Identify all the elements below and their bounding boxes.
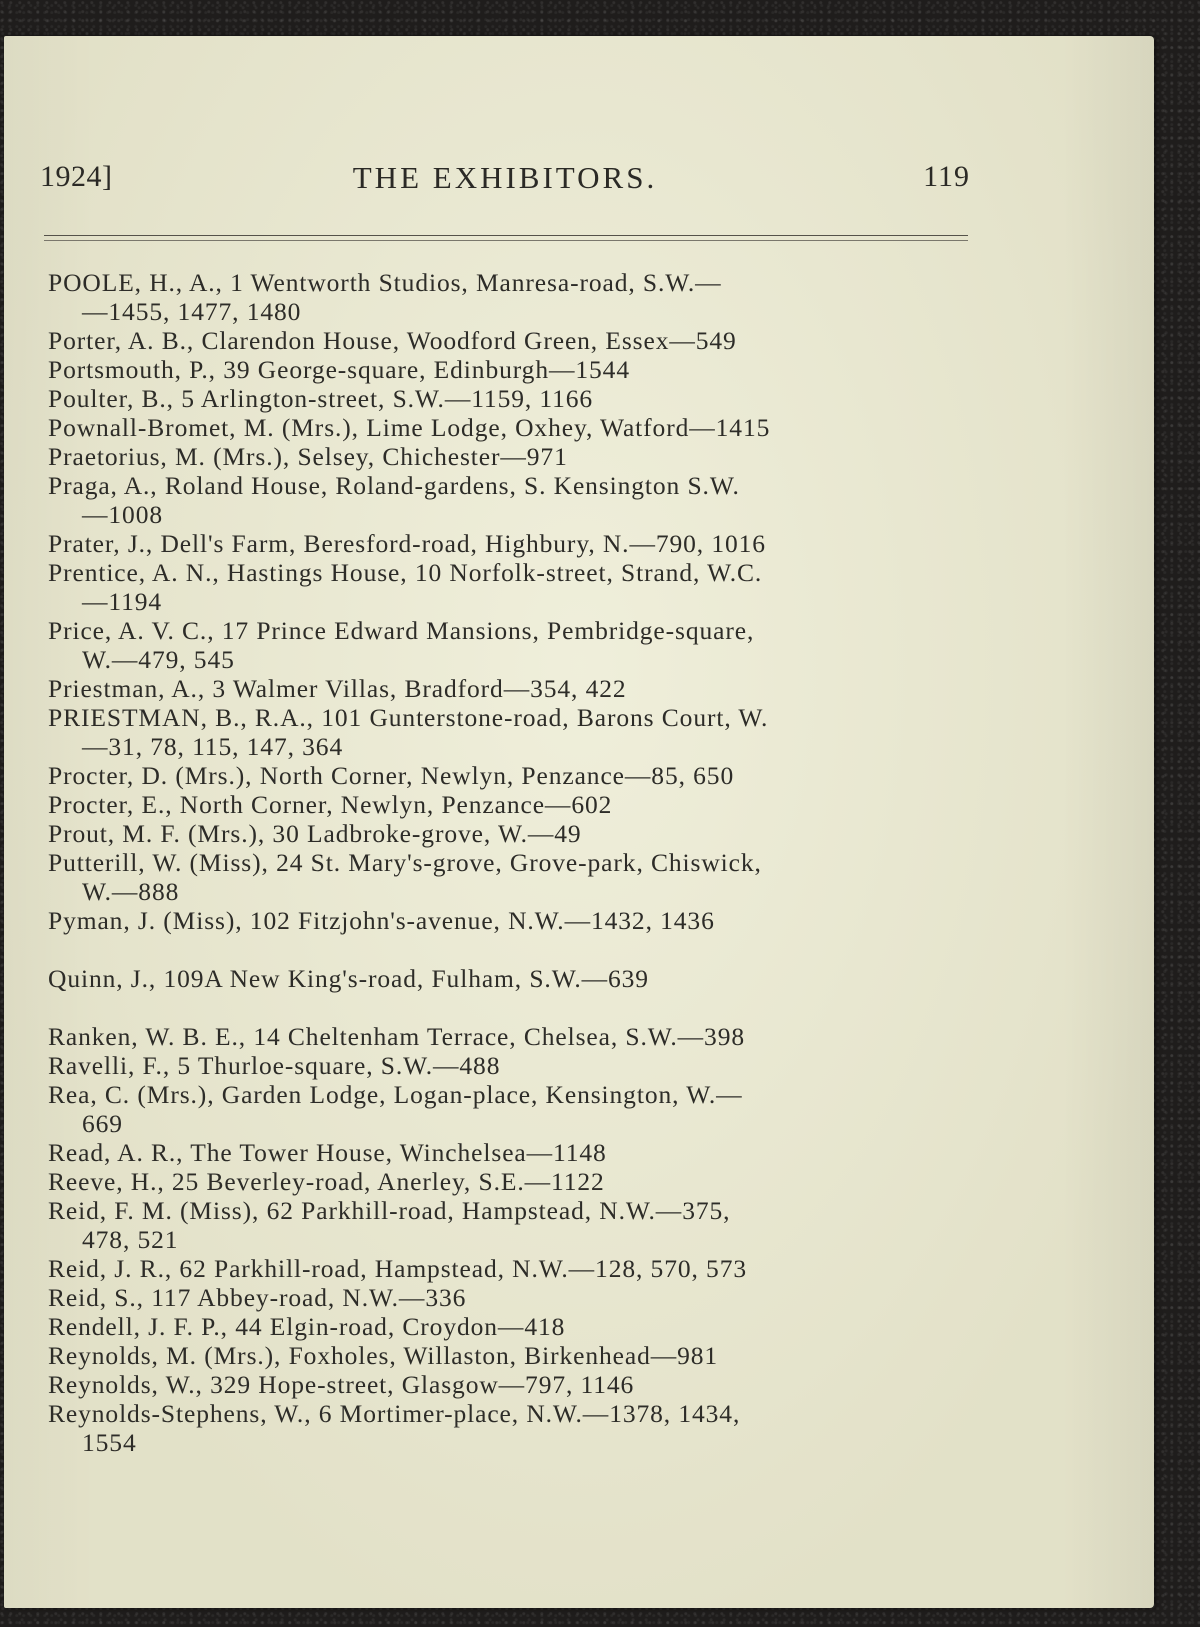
entry-line: Praetorius, M. (Mrs.), Selsey, Chichester—971 (48, 442, 568, 471)
exhibitor-entry (48, 848, 978, 906)
exhibitor-entry (48, 442, 978, 471)
exhibitor-entry (48, 471, 978, 529)
entry-line: Procter, D. (Mrs.), North Corner, Newlyn, Penzance—85, 650 (48, 761, 735, 790)
exhibitor-entry (48, 964, 978, 993)
entry-line: Read, A. R., The Tower House, Winchelsea—1148 (48, 1138, 607, 1167)
exhibitor-entry (48, 1283, 978, 1312)
exhibitor-entry (48, 906, 978, 935)
exhibitor-entry (48, 616, 978, 674)
exhibitor-entry (48, 1196, 978, 1254)
entry-line: Reid, F. M. (Miss), 62 Parkhill-road, Hampstead, N.W.—375, (48, 1196, 731, 1225)
entry-line: Ranken, W. B. E., 14 Cheltenham Terrace, Chelsea, S.W.—398 (48, 1022, 746, 1051)
entry-line: Reid, S., 117 Abbey-road, N.W.—336 (48, 1283, 467, 1312)
header-rule (44, 235, 968, 236)
entry-continuation: —31, 78, 115, 147, 364 (82, 732, 344, 761)
running-title: THE EXHIBITORS. (352, 160, 658, 195)
entry-line: Praga, A., Roland House, Roland-gardens, S. Kensington S.W. (48, 471, 740, 500)
entry-line: Putterill, W. (Miss), 24 St. Mary's-grove, Grove-park, Chiswick, (48, 848, 762, 877)
exhibitor-entry (48, 1167, 978, 1196)
exhibitor-entry (48, 1312, 978, 1341)
exhibitor-entry (48, 384, 978, 413)
exhibitor-entry (48, 1138, 978, 1167)
exhibitor-entry (48, 529, 978, 558)
entry-line: Porter, A. B., Clarendon House, Woodford Green, Essex—549 (48, 326, 737, 355)
exhibitor-entry (48, 326, 978, 355)
entry-continuation: 478, 521 (82, 1225, 179, 1254)
entry-line: Prentice, A. N., Hastings House, 10 Norfolk-street, Strand, W.C. (48, 558, 763, 587)
entry-line: Priestman, A., 3 Walmer Villas, Bradford—354, 422 (48, 674, 627, 703)
entry-continuation: —1194 (82, 587, 163, 616)
entry-line: Reynolds, M. (Mrs.), Foxholes, Willaston, Birkenhead—981 (48, 1341, 719, 1370)
entry-line: Reynolds, W., 329 Hope-street, Glasgow—797, 1146 (48, 1370, 635, 1399)
page-number: 119 (923, 160, 970, 193)
exhibitor-entry (48, 1051, 978, 1080)
exhibitor-entry (48, 268, 978, 326)
exhibitor-entry (48, 1370, 978, 1399)
year-folio: 1924] (40, 160, 113, 193)
entry-line: POOLE, H., A., 1 Wentworth Studios, Manresa-road, S.W.— (48, 268, 722, 297)
entry-line: Reeve, H., 25 Beverley-road, Anerley, S.E.—1122 (48, 1167, 605, 1196)
page-header (40, 160, 970, 200)
exhibitor-entry (48, 1399, 978, 1457)
entry-continuation: 669 (82, 1109, 123, 1138)
entry-line: Poulter, B., 5 Arlington-street, S.W.—1159, 1166 (48, 384, 594, 413)
entry-continuation: W.—479, 545 (82, 645, 235, 674)
section-gap (48, 935, 978, 964)
exhibitor-entry (48, 1341, 978, 1370)
entry-line: Pyman, J. (Miss), 102 Fitzjohn's-avenue, N.W.—1432, 1436 (48, 906, 715, 935)
entry-line: Price, A. V. C., 17 Prince Edward Mansions, Pembridge-square, (48, 616, 755, 645)
entry-continuation: W.—888 (82, 877, 180, 906)
entry-line: Portsmouth, P., 39 George-square, Edinburgh—1544 (48, 355, 630, 384)
entry-line: Prout, M. F. (Mrs.), 30 Ladbroke-grove, W.—49 (48, 819, 582, 848)
exhibitor-list (48, 268, 978, 1457)
exhibitor-entry (48, 790, 978, 819)
entry-line: Ravelli, F., 5 Thurloe-square, S.W.—488 (48, 1051, 501, 1080)
entry-line: Rea, C. (Mrs.), Garden Lodge, Logan-place, Kensington, W.— (48, 1080, 743, 1109)
entry-line: Procter, E., North Corner, Newlyn, Penzance—602 (48, 790, 613, 819)
exhibitor-entry (48, 413, 978, 442)
header-rule-secondary (44, 240, 968, 241)
exhibitor-entry (48, 761, 978, 790)
exhibitor-entry (48, 1080, 978, 1138)
entry-continuation: —1455, 1477, 1480 (82, 297, 302, 326)
entry-line: Reynolds-Stephens, W., 6 Mortimer-place, N.W.—1378, 1434, (48, 1399, 741, 1428)
exhibitor-entry (48, 819, 978, 848)
entry-continuation: 1554 (82, 1428, 137, 1457)
entry-line: Reid, J. R., 62 Parkhill-road, Hampstead, N.W.—128, 570, 573 (48, 1254, 747, 1283)
exhibitor-entry (48, 1022, 978, 1051)
book-page (4, 36, 1154, 1608)
exhibitor-entry (48, 674, 978, 703)
entry-line: PRIESTMAN, B., R.A., 101 Gunterstone-road, Barons Court, W. (48, 703, 769, 732)
entry-line: Prater, J., Dell's Farm, Beresford-road, Highbury, N.—790, 1016 (48, 529, 766, 558)
entry-line: Pownall-Bromet, M. (Mrs.), Lime Lodge, Oxhey, Watford—1415 (48, 413, 771, 442)
exhibitor-entry (48, 355, 978, 384)
exhibitor-entry (48, 703, 978, 761)
entry-line: Quinn, J., 109A New King's-road, Fulham, S.W.—639 (48, 964, 649, 993)
section-gap (48, 993, 978, 1022)
entry-continuation: —1008 (82, 500, 163, 529)
entry-line: Rendell, J. F. P., 44 Elgin-road, Croydon—418 (48, 1312, 566, 1341)
exhibitor-entry (48, 1254, 978, 1283)
exhibitor-entry (48, 558, 978, 616)
